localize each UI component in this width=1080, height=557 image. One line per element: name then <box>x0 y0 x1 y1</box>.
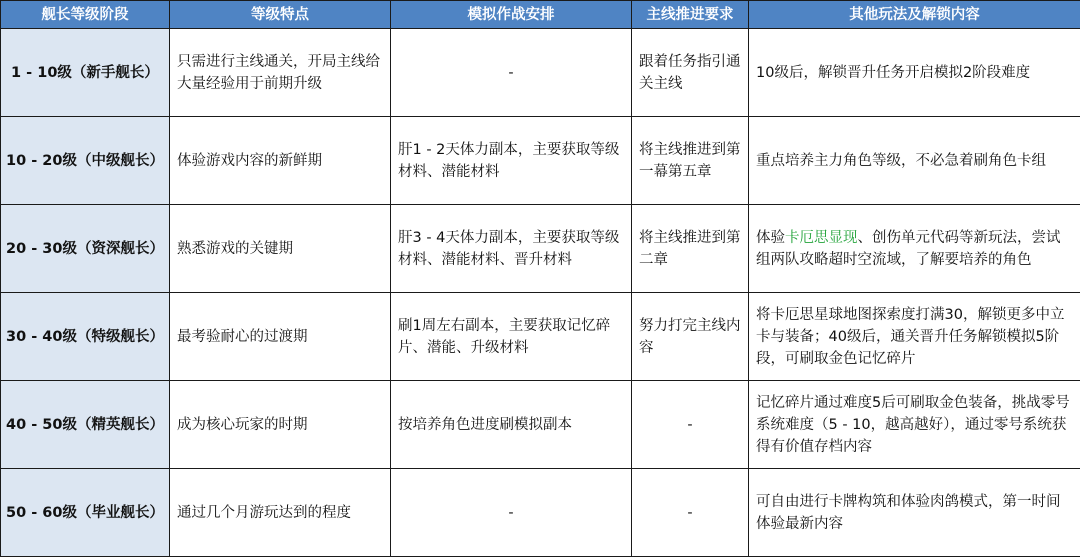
table-row <box>1 469 1080 557</box>
sim-cell: 按培养角色进度刷模拟副本 <box>391 381 632 469</box>
sim-cell: 肝3 - 4天体力副本，主要获取等级材料、潜能材料、晋升材料 <box>391 205 632 293</box>
other-cell <box>749 381 1080 469</box>
other-cell <box>749 469 1080 557</box>
main-cell: - <box>632 381 749 469</box>
other-cell <box>749 205 1080 293</box>
other-text: 记忆碎片通过难度5后可刷取金色装备，挑战零号系统难度（5 - 10，越高越好），通过零号系统获得有价值存档内容 <box>756 394 1070 455</box>
table-row <box>1 117 1080 205</box>
header-main: 主线推进要求 <box>632 1 749 29</box>
main-cell: 努力打完主线内容 <box>632 293 749 381</box>
stage-cell: 20 - 30级（资深舰长） <box>1 205 170 293</box>
main-cell: - <box>632 469 749 557</box>
other-text: 重点培养主力角色等级，不必急着刷角色卡组 <box>756 152 1046 169</box>
sim-cell: 刷1周左右副本，主要获取记忆碎片、潜能、升级材料 <box>391 293 632 381</box>
other-text: 10级后，解锁晋升任务开启模拟2阶段难度 <box>756 64 1031 81</box>
header-other: 其他玩法及解锁内容 <box>749 1 1080 29</box>
header-sim: 模拟作战安排 <box>391 1 632 29</box>
other-cell <box>749 117 1080 205</box>
sim-cell: 肝1 - 2天体力副本，主要获取等级材料、潜能材料 <box>391 117 632 205</box>
stage-cell: 1 - 10级（新手舰长） <box>1 29 170 117</box>
header-feature: 等级特点 <box>170 1 391 29</box>
header-stage: 舰长等级阶段 <box>1 1 170 29</box>
other-cell <box>749 293 1080 381</box>
table-row <box>1 29 1080 117</box>
sim-cell: - <box>391 29 632 117</box>
feature-cell: 只需进行主线通关，开局主线给大量经验用于前期升级 <box>170 29 391 117</box>
table-row <box>1 205 1080 293</box>
stage-cell: 10 - 20级（中级舰长） <box>1 117 170 205</box>
other-text: 可自由进行卡牌构筑和体验肉鸽模式，第一时间体验最新内容 <box>756 493 1061 532</box>
stage-cell: 40 - 50级（精英舰长） <box>1 381 170 469</box>
stage-cell: 50 - 60级（毕业舰长） <box>1 469 170 557</box>
main-cell: 将主线推进到第二章 <box>632 205 749 293</box>
main-cell: 跟着任务指引通关主线 <box>632 29 749 117</box>
table-row <box>1 381 1080 469</box>
feature-cell: 最考验耐心的过渡期 <box>170 293 391 381</box>
feature-cell: 体验游戏内容的新鲜期 <box>170 117 391 205</box>
other-text: 将卡厄思星球地图探索度打满30，解锁更多中立卡与装备；40级后，通关晋升任务解锁模拟5阶段，可刷取金色记忆碎片 <box>756 306 1065 367</box>
table-row <box>1 293 1080 381</box>
main-cell: 将主线推进到第一幕第五章 <box>632 117 749 205</box>
other-text-tail: 、创伤单元代码等新玩法，尝试组两队攻略超时空流域，了解要培养的角色 <box>756 229 1061 268</box>
feature-cell: 熟悉游戏的关键期 <box>170 205 391 293</box>
other-cell <box>749 29 1080 117</box>
other-highlight: 卡厄思显现 <box>785 229 858 246</box>
stage-cell: 30 - 40级（特级舰长） <box>1 293 170 381</box>
feature-cell: 通过几个月游玩达到的程度 <box>170 469 391 557</box>
table-header-row <box>1 1 1080 29</box>
feature-cell: 成为核心玩家的时期 <box>170 381 391 469</box>
sim-cell: - <box>391 469 632 557</box>
other-text: 体验 <box>756 229 785 246</box>
